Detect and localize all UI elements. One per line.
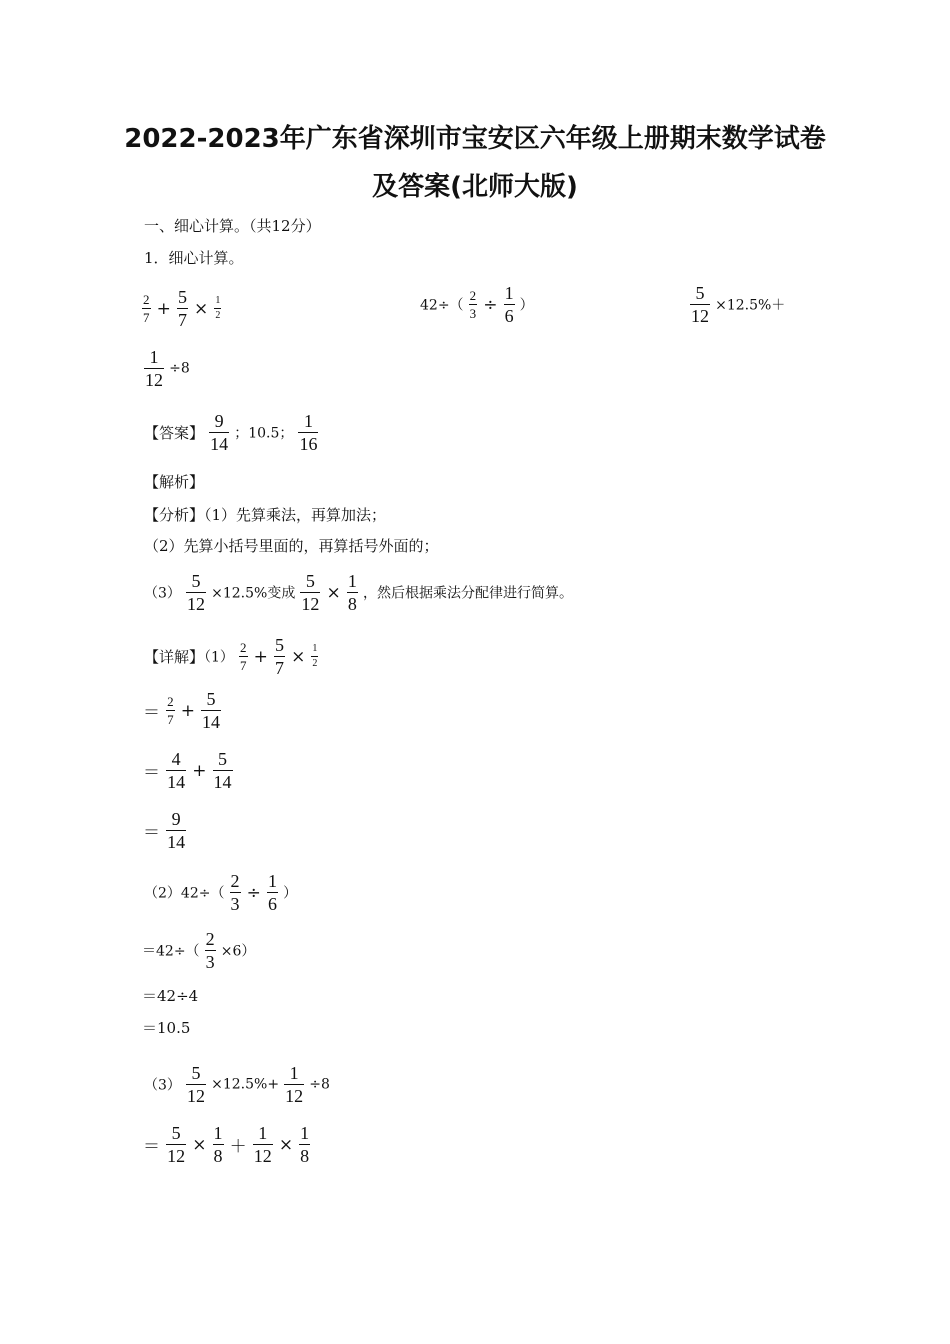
fraction: $\frac{1}{16}$ bbox=[299, 411, 318, 454]
expr-text: ） bbox=[283, 885, 298, 902]
detail-1-header bbox=[144, 636, 318, 677]
fraction: $\frac{9}{14}$ bbox=[167, 809, 186, 852]
question-1-label: 1．细心计算。 bbox=[144, 249, 244, 267]
expr-text: ÷8 bbox=[309, 1076, 330, 1093]
step-text: ×12.5%变成 bbox=[211, 585, 296, 602]
times-sign: × bbox=[326, 582, 341, 603]
step-text: ，然后根据乘法分配律进行简算。 bbox=[362, 585, 573, 602]
fraction: $\frac{2}{3}$ bbox=[469, 288, 477, 321]
fraction: $\frac{4}{14}$ bbox=[167, 749, 186, 792]
fraction: $\frac{1}{12}$ bbox=[253, 1123, 272, 1166]
fraction: $\frac{2}{7}$ bbox=[240, 640, 247, 673]
times-sign: × bbox=[291, 646, 306, 667]
plus-sign: ＋ bbox=[229, 1137, 247, 1157]
fraction: $\frac{5}{14}$ bbox=[202, 689, 221, 732]
plus-sign: + bbox=[192, 760, 207, 781]
fraction: $\frac{1}{2}$ bbox=[215, 295, 221, 321]
fraction: $\frac{2}{3}$ bbox=[205, 929, 215, 972]
analysis-step2: （2）先算小括号里面的，再算括号外面的； bbox=[144, 537, 439, 555]
fraction: $\frac{5}{12}$ bbox=[691, 283, 709, 326]
detail-2-step1 bbox=[142, 930, 255, 971]
detail-2-header bbox=[144, 872, 297, 913]
fraction: $\frac{1}{8}$ bbox=[347, 571, 357, 614]
fraction: $\frac{2}{7}$ bbox=[167, 694, 174, 727]
answer-line bbox=[144, 412, 318, 453]
expr-text: ＝42÷（ bbox=[142, 943, 200, 960]
times-sign: × bbox=[192, 1134, 207, 1155]
section-heading: 一、细心计算。（共12分） bbox=[144, 217, 321, 235]
problem-2 bbox=[420, 284, 534, 325]
fraction: $\frac{5}{7}$ bbox=[177, 287, 187, 330]
fraction: $\frac{9}{14}$ bbox=[210, 411, 229, 454]
detail-2-step3: ＝10.5 bbox=[142, 1019, 191, 1037]
expr-text: 42÷（ bbox=[420, 297, 464, 314]
expr-text: ×12.5%＋ bbox=[715, 297, 786, 314]
problem-3-part-a bbox=[690, 284, 785, 325]
fraction: $\frac{5}{12}$ bbox=[187, 1063, 206, 1106]
detail-2-step2: ＝42÷4 bbox=[142, 987, 199, 1005]
fraction: $\frac{1}{8}$ bbox=[213, 1123, 223, 1166]
fraction: $\frac{5}{12}$ bbox=[301, 571, 320, 614]
answer-label: 【答案】 bbox=[144, 424, 205, 442]
expr-text: ） bbox=[519, 297, 534, 314]
fraction: $\frac{1}{6}$ bbox=[504, 283, 514, 326]
page-title-line2: 及答案(北师大版) bbox=[372, 172, 578, 202]
divide-sign: ÷ bbox=[483, 294, 498, 315]
expr-text: ×6） bbox=[220, 943, 256, 960]
divide-sign: ÷ bbox=[246, 882, 261, 903]
detail-3-header bbox=[144, 1064, 330, 1105]
step-text: （3） bbox=[144, 585, 181, 602]
fraction: $\frac{2}{3}$ bbox=[230, 871, 240, 914]
fraction: $\frac{5}{14}$ bbox=[213, 749, 232, 792]
step-text: （1）先算乘法，再算加法； bbox=[204, 506, 387, 524]
equals-sign: ＝ bbox=[143, 703, 160, 723]
equals-sign: ＝ bbox=[143, 1137, 160, 1157]
fenxi-label: 【分析】 bbox=[144, 506, 205, 524]
analysis-label: 【解析】 bbox=[144, 473, 205, 491]
analysis-step3 bbox=[144, 572, 573, 613]
expr-text: ÷8 bbox=[169, 360, 190, 377]
detail-1-step2 bbox=[142, 750, 233, 791]
analysis-step1 bbox=[144, 505, 386, 525]
plus-sign: + bbox=[180, 700, 195, 721]
problem-3-part-b bbox=[144, 348, 190, 389]
fraction: $\frac{5}{12}$ bbox=[167, 1123, 186, 1166]
equals-sign: ＝ bbox=[143, 763, 160, 783]
detail-3-step1 bbox=[142, 1124, 310, 1165]
times-sign: × bbox=[194, 298, 209, 319]
fraction: $\frac{1}{12}$ bbox=[285, 1063, 304, 1106]
fraction: $\frac{1}{6}$ bbox=[267, 871, 277, 914]
fraction: $\frac{5}{7}$ bbox=[274, 635, 284, 678]
times-sign: × bbox=[278, 1134, 294, 1155]
page-title-line1: 2022-2023年广东省深圳市宝安区六年级上册期末数学试卷 bbox=[124, 124, 826, 154]
expr-text: ×12.5%+ bbox=[211, 1076, 280, 1093]
fraction: $\frac{5}{12}$ bbox=[187, 571, 206, 614]
plus-sign: + bbox=[156, 298, 171, 319]
fraction: $\frac{2}{7}$ bbox=[143, 292, 150, 325]
fraction: $\frac{1}{8}$ bbox=[300, 1123, 310, 1166]
answer-text: ；10.5； bbox=[234, 425, 294, 442]
detail-1-step3 bbox=[142, 810, 186, 851]
plus-sign: + bbox=[253, 646, 268, 667]
problem-1 bbox=[142, 288, 221, 329]
part-label: （1） bbox=[204, 649, 234, 666]
part-label: （2）42÷（ bbox=[144, 885, 225, 902]
fraction: $\frac{1}{12}$ bbox=[145, 347, 163, 390]
fraction: $\frac{1}{2}$ bbox=[312, 643, 318, 669]
part-label: （3） bbox=[144, 1077, 181, 1094]
detail-label: 【详解】 bbox=[144, 648, 205, 666]
equals-sign: ＝ bbox=[143, 823, 160, 843]
detail-1-step1 bbox=[142, 690, 221, 731]
